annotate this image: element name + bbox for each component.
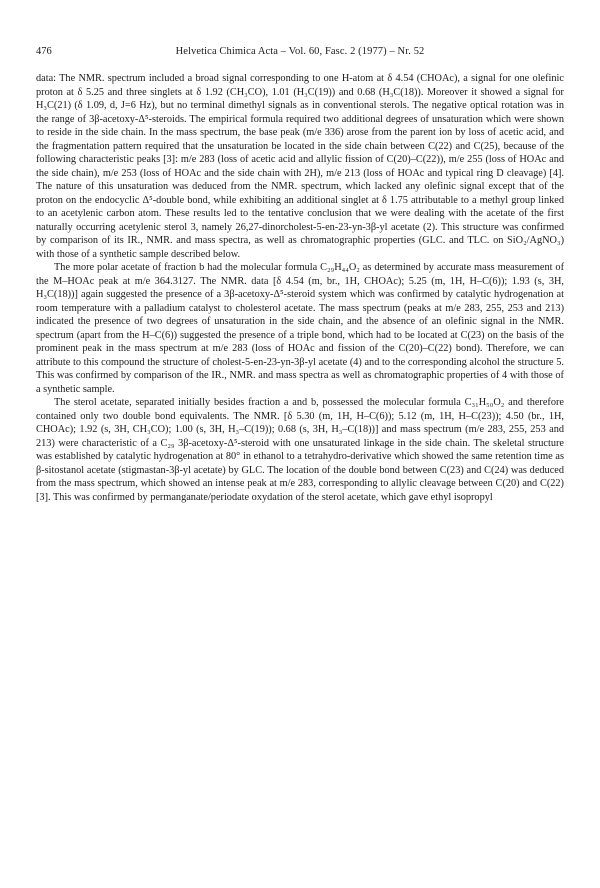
paragraph-3: The sterol acetate, separated initially besides fraction a and b, possessed the molecular formula C₃₁H₅₀O₂ and therefore contained only two double bond equivalents. The NMR. [δ 5.30 (m, 1H, H–C(6)); 5.12 (m, 1H, H–C(23)); 4.50 (br., 1H, CHOAc); 1.92 (s, 3H, CH₃CO); 1.00 (s, 3H, H₃–C(19)); 0.68 (s, 3H, H₃–C(18))] and mass spectrum (m/e 283, 255, 253 and 213) were characteristic of a C₂₉ 3β-acetoxy-Δ⁵-steroid with one unsaturated linkage in the side chain. The skeletal structure was established by catalytic hydrogenation at 80° in ethanol to a tetrahydro-derivative which showed the same retention time as β-sitostanol acetate (stigmastan-3β-yl acetate) by GLC. The location of the double bond between C(23) and C(24) was deduced from the mass spectrum, which showed an intense peak at m/e 283, corresponding to allylic cleavage between C(20) and C(22) [3]. This was confirmed by permanganate/periodate oxydation of the sterol acetate, which gave ethyl isopropyl — [36, 397, 564, 503]
page-number: 476 — [36, 46, 52, 57]
paragraph-2: The more polar acetate of fraction b had the molecular formula C₂₉H₄₄O₂ as determined by accurate mass measurement of the M–HOAc peak at m/e 364.3127. The NMR. data [δ 4.54 (m, br., 1H, CHOAc); 5.25 (m, 1H, H–C(6)); 1.93 (s, 3H, H₃C(18))] again suggested the presence of a 3β-acetoxy-Δ⁵-steroid system which was confirmed by catalytic hydrogenation at room temperature with a palladium catalyst to cholesterol acetate. The mass spectrum (peaks at m/e 283, 255, 253 and 213) indicated the presence of two degrees of unsaturation in the side chain, and the absence of an olefinic signal in the NMR. spectrum (apart from the H–C(6)) suggested the presence of a triple bond, which had to be located at C(23) on the basis of the prominent peak in the mass spectrum at m/e 283 (loss of HOAc and fission of the C(20)–C(22) bond). Therefore, we can attribute to this compound the structure of cholest-5-en-23-yn-3β-yl acetate (4) and to the corresponding alcohol the structure 5. This was confirmed by comparison of the IR., NMR. and mass spectra as well as chromatographic properties of 4 with those of a synthetic sample. — [36, 262, 564, 395]
paragraph-1: data: The NMR. spectrum included a broad signal corresponding to one H-atom at δ 4.54 (CHOAc), a signal for one olefinic proton at δ 5.25 and three singlets at δ 1.92 (CH₃CO), 1.01 (H₃C(19)) and 0.68 (H₃C(18)). Moreover it showed a signal for H₃C(21) (δ 1.09, d, J=6 Hz), but no terminal dimethyl signals as in conventional sterols. The negative optical rotation was in the range of 3β-acetoxy-Δ⁵-steroids. The empirical formula required two additional degrees of unsaturation which were shown to reside in the side chain. In the mass spectrum, the base peak (m/e 336) arose from the parent ion by loss of acetic acid, and the fragmentation pattern required that the unsaturation be located in the side chain between C(22) and C(25), because of the following characteristic peaks [3]: m/e 283 (loss of acetic acid and allylic fission of C(20)–C(22)), m/e 255 (loss of HOAc and the side chain), m/e 253 (loss of HOAc and the side chain with 2H), m/e 213 (loss of HOAc and typical ring D cleavage) [4]. The nature of this unsaturation was deduced from the NMR. spectrum, which lacked any olefinic signal except that of the proton on the endocyclic Δ⁵-double bond, while exhibiting an additional singlet at δ 1.75 attributable to a methyl group linked to an acetylenic carbon atom. These results led to the tentative conclusion that we were dealing with the acetate of the first naturally occurring acetylenic sterol 3, namely 26,27-dinorcholest-5-en-23-yn-3β-yl acetate (2). This structure was confirmed by comparison of its IR., NMR. and mass spectra, as well as chromatographic properties (GLC. and TLC. on SiO₂/AgNO₃) with those of a synthetic sample described below. — [36, 73, 564, 260]
running-title: Helvetica Chimica Acta – Vol. 60, Fasc. 2 (1977) – Nr. 52 — [175, 46, 425, 57]
article-body — [36, 72, 564, 504]
page-header — [36, 44, 564, 60]
